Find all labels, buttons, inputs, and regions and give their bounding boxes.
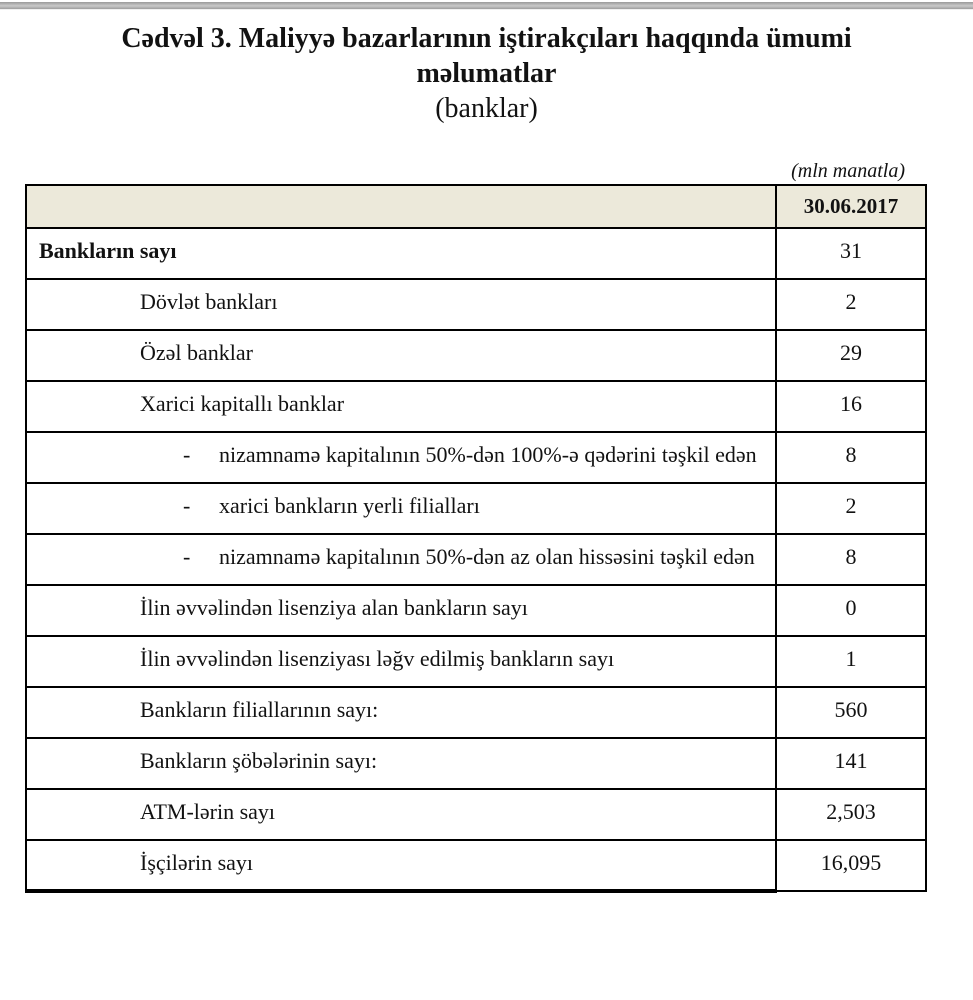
row-value: 31 — [776, 228, 926, 279]
row-label-cell — [26, 636, 776, 687]
unit-note: (mln manatla) — [791, 160, 905, 182]
row-label: Dövlət bankları — [140, 289, 278, 314]
row-label: nizamnamə kapitalının 50%-dən az olan hissəsini təşkil edən — [219, 544, 755, 569]
date-header-cell: 30.06.2017 — [776, 185, 926, 228]
dash-bullet: - — [183, 493, 191, 518]
banks-table — [25, 184, 927, 893]
row-label-cell — [26, 432, 776, 483]
table-row — [26, 330, 926, 381]
empty-header-cell — [26, 185, 776, 228]
row-label-wrap — [39, 237, 772, 265]
table-row — [26, 738, 926, 789]
row-label: Bankların sayı — [39, 238, 177, 263]
row-value: 1 — [776, 636, 926, 687]
row-label: xarici bankların yerli filialları — [219, 493, 480, 518]
top-divider-bar — [0, 2, 973, 10]
row-label: İlin əvvəlindən lisenziyası ləğv edilmiş bankların sayı — [140, 646, 615, 671]
row-label-cell — [26, 228, 776, 279]
row-value: 29 — [776, 330, 926, 381]
page-subtitle: (banklar) — [435, 93, 538, 124]
row-label-wrap — [39, 492, 772, 520]
row-value: 0 — [776, 585, 926, 636]
page-title-line1: Cədvəl 3. Maliyyə bazarlarının iştirakçıları haqqında ümumi — [121, 23, 852, 54]
row-label: Bankların şöbələrinin sayı: — [140, 748, 378, 773]
row-label-wrap — [39, 288, 772, 316]
row-value: 560 — [776, 687, 926, 738]
row-label-cell — [26, 738, 776, 789]
row-label-wrap — [39, 645, 772, 673]
table-row — [26, 279, 926, 330]
table-header-row — [26, 185, 926, 228]
table-row — [26, 432, 926, 483]
table-row — [26, 789, 926, 840]
row-label-wrap — [39, 849, 772, 877]
row-value: 16 — [776, 381, 926, 432]
row-label-cell — [26, 687, 776, 738]
row-label: nizamnamə kapitalının 50%-dən 100%-ə qədərini təşkil edən — [219, 442, 757, 467]
row-label-wrap — [39, 339, 772, 367]
row-label-wrap — [39, 747, 772, 775]
row-value: 2,503 — [776, 789, 926, 840]
row-label-wrap — [39, 594, 772, 622]
row-value: 141 — [776, 738, 926, 789]
row-label: Xarici kapitallı banklar — [140, 391, 345, 416]
row-label-cell — [26, 483, 776, 534]
row-label: İşçilərin sayı — [140, 850, 254, 875]
row-label-cell — [26, 789, 776, 840]
table-row — [26, 534, 926, 585]
row-value: 8 — [776, 534, 926, 585]
page-title-line2: məlumatlar — [416, 58, 557, 89]
row-label-wrap — [39, 696, 772, 724]
table-row — [26, 381, 926, 432]
row-label-wrap — [39, 798, 772, 826]
row-label: ATM-lərin sayı — [140, 799, 276, 824]
row-label: Bankların filiallarının sayı: — [140, 697, 379, 722]
row-value: 16,095 — [776, 840, 926, 891]
table-row — [26, 228, 926, 279]
row-label: Özəl banklar — [140, 340, 253, 365]
row-label-cell — [26, 279, 776, 330]
row-label-cell — [26, 534, 776, 585]
row-value: 2 — [776, 279, 926, 330]
row-label-wrap — [39, 390, 772, 418]
row-label-cell — [26, 330, 776, 381]
row-label-wrap — [39, 441, 772, 469]
table-row — [26, 483, 926, 534]
row-label-wrap — [39, 543, 772, 571]
page-title — [27, 21, 947, 91]
row-label: İlin əvvəlindən lisenziya alan bankların sayı — [140, 595, 528, 620]
row-value: 8 — [776, 432, 926, 483]
row-label-cell — [26, 585, 776, 636]
table-row — [26, 636, 926, 687]
dash-bullet: - — [183, 442, 191, 467]
table-row — [26, 687, 926, 738]
row-value: 2 — [776, 483, 926, 534]
row-label-cell — [26, 381, 776, 432]
row-label-cell — [26, 840, 776, 891]
dash-bullet: - — [183, 544, 191, 569]
table-row — [26, 585, 926, 636]
table-row — [26, 840, 926, 891]
